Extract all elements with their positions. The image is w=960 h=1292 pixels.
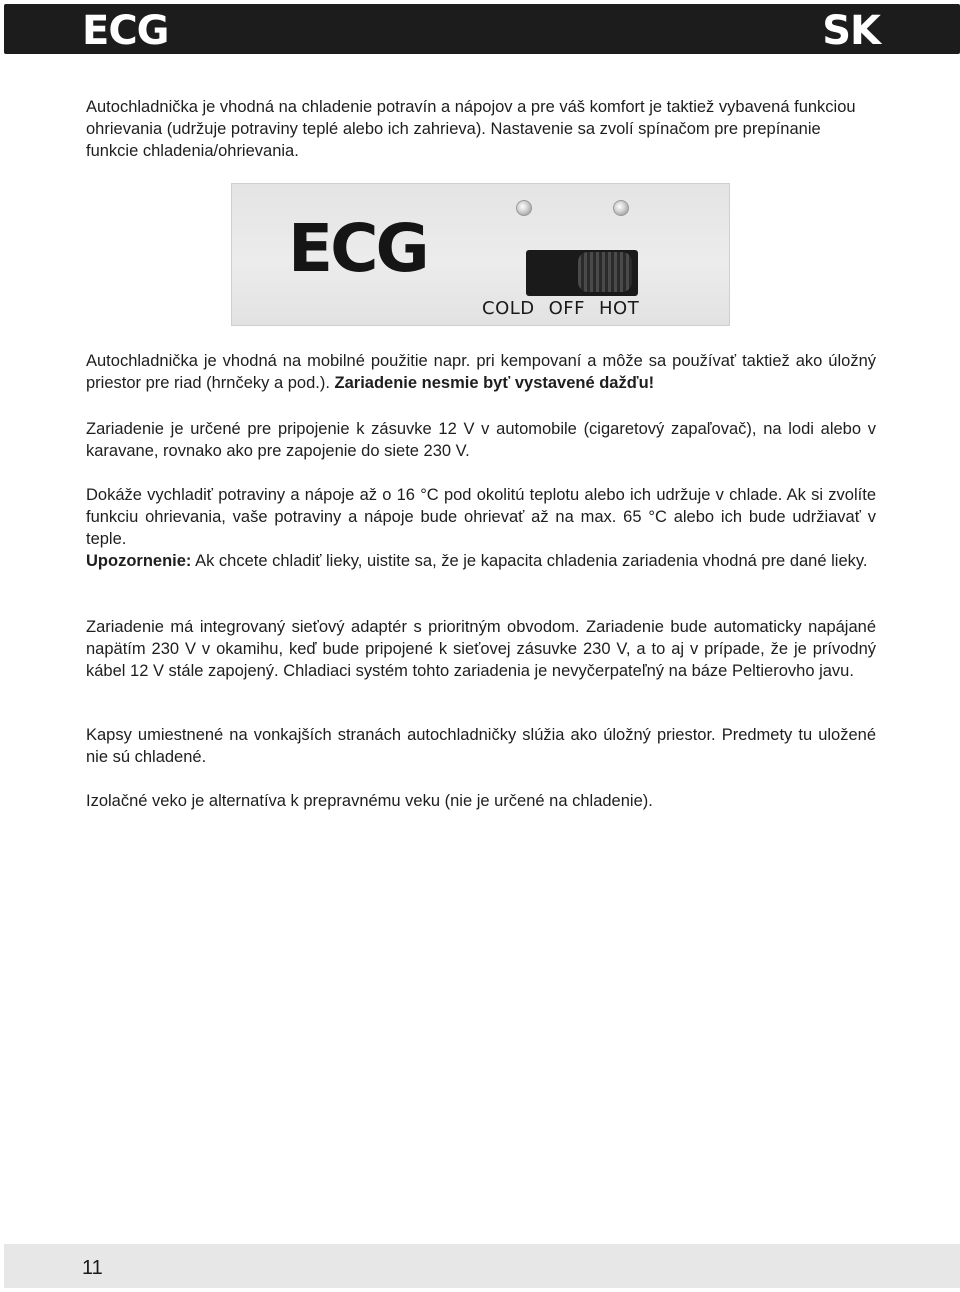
- paragraph-cooling-heating-text: Dokáže vychladiť potraviny a nápoje až o 16 °C pod okolitú teplotu alebo ich udržuje v chlade. Ak si zvolíte funkciu ohrievania, vaše potraviny a nápoje bude ohrievať až na max. 65 °C alebo ich bude udržiavať v teple.: [86, 486, 876, 548]
- paragraph-intro: Autochladnička je vhodná na chladenie potravín a nápojov a pre váš komfort je taktiež vybavená funkciou ohrievania (udržuje potraviny teplé alebo ich zahrieva). Nastavenie sa zvolí spínačom pre prepínanie funkcie chladenia/ohrievania.: [86, 98, 856, 160]
- switch-labels: [482, 298, 639, 319]
- photo-brand-logo: ECG: [288, 210, 427, 287]
- warning-label: Upozornenie:: [86, 552, 192, 570]
- paragraph-mobile-use: [86, 350, 876, 394]
- rain-warning: Zariadenie nesmie byť vystavené dažďu!: [334, 374, 655, 392]
- indicator-led-icon: [613, 200, 629, 216]
- label-hot: HOT: [599, 298, 640, 319]
- product-control-panel-photo: [231, 183, 730, 326]
- paragraph-power-connection: Zariadenie je určené pre pripojenie k zásuvke 12 V v automobile (cigaretový zapaľovač), na lodi alebo v karavane, rovnako ako pre zapojenie do siete 230 V.: [86, 420, 876, 460]
- header-bar: [4, 4, 960, 54]
- indicator-led-icon: [516, 200, 532, 216]
- paragraph-adapter: Zariadenie má integrovaný sieťový adaptér s prioritným obvodom. Zariadenie bude automaticky napájané napätím 230 V v okamihu, keď bude pripojené k sieťovej zásuvke 230 V, a to aj v prípade, že je prívodný kábel 12 V stále zapojený. Chladiaci systém tohto zariadenia je nevyčerpateľný na báze Peltierovho javu.: [86, 618, 876, 680]
- page-number: 11: [82, 1257, 103, 1279]
- footer-bar: [4, 1244, 960, 1288]
- paragraph-lid: Izolačné veko je alternatíva k prepravnému veku (nie je určené na chladenie).: [86, 792, 653, 810]
- paragraph-mobile-use-text: Autochladnička je vhodná na mobilné použitie napr. pri kempovaní a môže sa používať taktiež ako úložný priestor pre riad (hrnčeky a pod.).: [86, 352, 876, 392]
- warning-text: Ak chcete chladiť lieky, uistite sa, že je kapacita chladenia zariadenia vhodná pre dané lieky.: [191, 552, 868, 570]
- label-cold: COLD: [482, 298, 535, 319]
- mode-switch-knob: [578, 252, 632, 292]
- paragraph-pockets: Kapsy umiestnené na vonkajších stranách autochladničky slúžia ako úložný priestor. Predmety tu uložené nie sú chladené.: [86, 726, 876, 766]
- paragraph-cooling-heating: [86, 484, 876, 572]
- language-code: SK: [822, 8, 880, 54]
- label-off: OFF: [548, 298, 585, 319]
- brand-logo: ECG: [82, 8, 169, 54]
